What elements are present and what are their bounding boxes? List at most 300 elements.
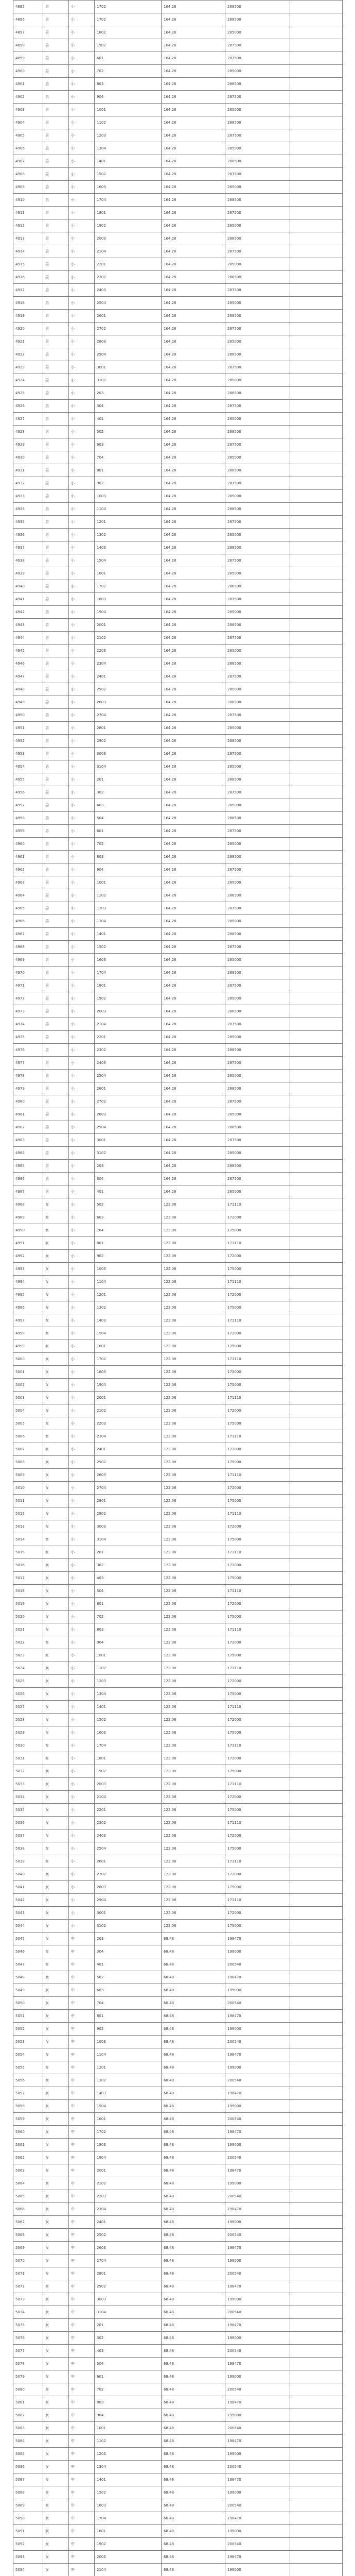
table-cell: 男 bbox=[43, 232, 69, 245]
table-row bbox=[13, 1559, 343, 1572]
table-cell bbox=[290, 271, 343, 284]
table-cell: 4994 bbox=[13, 1276, 43, 1289]
table-cell: 5032 bbox=[13, 1765, 43, 1778]
table-cell: 285000 bbox=[225, 799, 290, 812]
table-cell: 5080 bbox=[13, 2383, 43, 2396]
table-cell: 小 bbox=[69, 413, 95, 426]
table-row bbox=[13, 851, 343, 863]
table-cell: 172000 bbox=[225, 1714, 290, 1726]
table-cell: 68.48 bbox=[162, 2564, 225, 2576]
table-cell: 女 bbox=[43, 2164, 69, 2177]
table-cell bbox=[290, 580, 343, 593]
table-cell: 164.28 bbox=[162, 670, 225, 683]
table-cell: 女 bbox=[43, 1443, 69, 1456]
table-cell: 5038 bbox=[13, 1842, 43, 1855]
table-cell: 小 bbox=[69, 838, 95, 851]
table-cell: 285000 bbox=[225, 104, 290, 116]
table-cell: 1001 bbox=[95, 876, 162, 889]
table-cell: 4920 bbox=[13, 323, 43, 335]
table-cell: 男 bbox=[43, 335, 69, 348]
table-cell: 小 bbox=[69, 1057, 95, 1070]
table-cell: 702 bbox=[95, 2383, 162, 2396]
table-cell: 女 bbox=[43, 1353, 69, 1366]
table-cell: 小 bbox=[69, 1327, 95, 1340]
table-cell bbox=[290, 400, 343, 413]
table-cell: 164.28 bbox=[162, 529, 225, 541]
table-cell: 199000 bbox=[225, 2564, 290, 2576]
table-cell: 122.08 bbox=[162, 1404, 225, 1417]
table-cell: 288500 bbox=[225, 232, 290, 245]
table-cell: 小 bbox=[69, 709, 95, 722]
table-cell bbox=[290, 2048, 343, 2061]
table-cell: 男 bbox=[43, 26, 69, 39]
table-row bbox=[13, 825, 343, 838]
table-cell: 175000 bbox=[225, 1572, 290, 1585]
table-cell: 122.08 bbox=[162, 1430, 225, 1443]
table-cell bbox=[290, 1739, 343, 1752]
table-cell: 中 bbox=[69, 2551, 95, 2564]
table-cell: 男 bbox=[43, 593, 69, 606]
table-cell bbox=[290, 2190, 343, 2203]
table-cell bbox=[290, 284, 343, 297]
table-cell: 女 bbox=[43, 1301, 69, 1314]
table-cell: 122.08 bbox=[162, 1739, 225, 1752]
table-cell bbox=[290, 1070, 343, 1082]
table-cell: 小 bbox=[69, 1456, 95, 1469]
table-cell: 288500 bbox=[225, 116, 290, 129]
table-cell bbox=[290, 915, 343, 928]
table-cell: 5029 bbox=[13, 1726, 43, 1739]
table-cell: 122.08 bbox=[162, 1714, 225, 1726]
table-cell: 122.08 bbox=[162, 1263, 225, 1276]
table-cell: 5065 bbox=[13, 2190, 43, 2203]
table-cell: 小 bbox=[69, 39, 95, 52]
table-cell: 2003 bbox=[95, 1005, 162, 1018]
table-cell: 2801 bbox=[95, 2267, 162, 2280]
table-cell: 小 bbox=[69, 1585, 95, 1598]
table-cell: 男 bbox=[43, 374, 69, 387]
table-cell: 5016 bbox=[13, 1559, 43, 1572]
table-row bbox=[13, 297, 343, 310]
table-cell bbox=[290, 967, 343, 979]
table-row bbox=[13, 2538, 343, 2551]
table-cell: 287500 bbox=[225, 709, 290, 722]
table-cell: 女 bbox=[43, 2126, 69, 2139]
table-row bbox=[13, 361, 343, 374]
table-cell: 285000 bbox=[225, 413, 290, 426]
table-cell: 164.28 bbox=[162, 26, 225, 39]
table-cell: 288500 bbox=[225, 773, 290, 786]
table-cell: 女 bbox=[43, 2087, 69, 2100]
table-cell: 4941 bbox=[13, 593, 43, 606]
table-row bbox=[13, 271, 343, 284]
table-row bbox=[13, 2048, 343, 2061]
table-cell: 小 bbox=[69, 1392, 95, 1404]
table-cell: 5050 bbox=[13, 1997, 43, 2010]
table-cell: 男 bbox=[43, 580, 69, 593]
table-cell bbox=[290, 657, 343, 670]
table-cell: 1102 bbox=[95, 889, 162, 902]
table-cell: 171110 bbox=[225, 1701, 290, 1714]
table-cell: 小 bbox=[69, 863, 95, 876]
table-cell: 男 bbox=[43, 928, 69, 941]
table-cell: 女 bbox=[43, 1289, 69, 1301]
table-cell: 小 bbox=[69, 26, 95, 39]
table-cell: 5051 bbox=[13, 2010, 43, 2023]
table-cell: 198470 bbox=[225, 2280, 290, 2293]
table-cell: 175000 bbox=[225, 1417, 290, 1430]
table-cell: 4983 bbox=[13, 1134, 43, 1147]
table-row bbox=[13, 104, 343, 116]
table-cell bbox=[290, 1611, 343, 1623]
table-cell: 200540 bbox=[225, 2229, 290, 2242]
table-cell: 171110 bbox=[225, 1276, 290, 1289]
table-cell: 164.28 bbox=[162, 825, 225, 838]
table-cell: 68.48 bbox=[162, 2190, 225, 2203]
table-cell: 200540 bbox=[225, 2345, 290, 2358]
table-row bbox=[13, 1160, 343, 1173]
table-row bbox=[13, 1585, 343, 1598]
table-cell: 68.48 bbox=[162, 2061, 225, 2074]
table-cell: 4988 bbox=[13, 1198, 43, 1211]
table-cell: 2304 bbox=[95, 1430, 162, 1443]
table-cell: 175000 bbox=[225, 1340, 290, 1353]
table-row bbox=[13, 2164, 343, 2177]
table-cell: 4932 bbox=[13, 477, 43, 490]
table-cell bbox=[290, 1185, 343, 1198]
table-cell: 小 bbox=[69, 773, 95, 786]
table-cell: 2603 bbox=[95, 1469, 162, 1482]
table-cell: 5071 bbox=[13, 2267, 43, 2280]
table-cell: 164.28 bbox=[162, 1108, 225, 1121]
table-cell: 2601 bbox=[95, 310, 162, 323]
table-cell: 601 bbox=[95, 52, 162, 65]
table-cell bbox=[290, 2242, 343, 2255]
table-cell bbox=[290, 2319, 343, 2332]
table-cell bbox=[290, 477, 343, 490]
table-row bbox=[13, 1572, 343, 1585]
table-row bbox=[13, 116, 343, 129]
table-cell: 5063 bbox=[13, 2164, 43, 2177]
table-cell: 902 bbox=[95, 2023, 162, 2036]
table-cell: 女 bbox=[43, 2151, 69, 2164]
table-cell: 男 bbox=[43, 1044, 69, 1057]
table-cell: 小 bbox=[69, 1237, 95, 1250]
table-cell bbox=[290, 2229, 343, 2242]
table-cell: 男 bbox=[43, 207, 69, 219]
table-cell: 4974 bbox=[13, 1018, 43, 1031]
table-cell bbox=[290, 1392, 343, 1404]
table-cell: 172000 bbox=[225, 1752, 290, 1765]
table-cell: 902 bbox=[95, 1250, 162, 1263]
table-cell: 122.08 bbox=[162, 1881, 225, 1894]
table-cell: 中 bbox=[69, 2525, 95, 2538]
table-row bbox=[13, 310, 343, 323]
table-cell: 小 bbox=[69, 567, 95, 580]
table-cell: 5092 bbox=[13, 2538, 43, 2551]
table-cell: 68.48 bbox=[162, 2512, 225, 2525]
table-cell: 男 bbox=[43, 297, 69, 310]
table-cell: 5043 bbox=[13, 1907, 43, 1920]
table-cell: 302 bbox=[95, 786, 162, 799]
table-cell: 287500 bbox=[225, 941, 290, 954]
table-cell: 4962 bbox=[13, 863, 43, 876]
table-cell: 女 bbox=[43, 1997, 69, 2010]
table-cell: 1802 bbox=[95, 26, 162, 39]
table-cell: 171110 bbox=[225, 1623, 290, 1636]
table-cell: 601 bbox=[95, 2370, 162, 2383]
table-cell: 男 bbox=[43, 851, 69, 863]
table-cell: 1704 bbox=[95, 194, 162, 207]
table-cell: 902 bbox=[95, 477, 162, 490]
table-cell: 122.08 bbox=[162, 1778, 225, 1791]
table-cell: 702 bbox=[95, 1611, 162, 1623]
table-row bbox=[13, 632, 343, 645]
table-cell: 164.28 bbox=[162, 580, 225, 593]
table-cell bbox=[290, 593, 343, 606]
table-cell: 5012 bbox=[13, 1507, 43, 1520]
table-cell: 68.48 bbox=[162, 2203, 225, 2216]
table-cell: 122.08 bbox=[162, 1301, 225, 1314]
table-cell: 122.08 bbox=[162, 1572, 225, 1585]
table-cell: 171110 bbox=[225, 1237, 290, 1250]
table-cell: 3003 bbox=[95, 1520, 162, 1533]
table-row bbox=[13, 1224, 343, 1237]
table-cell: 200540 bbox=[225, 2036, 290, 2048]
table-row bbox=[13, 2358, 343, 2370]
table-cell bbox=[290, 1301, 343, 1314]
table-cell: 5066 bbox=[13, 2203, 43, 2216]
table-cell: 5055 bbox=[13, 2061, 43, 2074]
table-cell: 122.08 bbox=[162, 1688, 225, 1701]
table-row bbox=[13, 902, 343, 915]
table-cell: 68.48 bbox=[162, 2461, 225, 2473]
table-cell: 198470 bbox=[225, 2396, 290, 2409]
table-row bbox=[13, 2564, 343, 2576]
table-row bbox=[13, 1791, 343, 1804]
table-cell bbox=[290, 2435, 343, 2448]
table-cell: 小 bbox=[69, 825, 95, 838]
table-cell: 男 bbox=[43, 271, 69, 284]
table-cell: 164.28 bbox=[162, 219, 225, 232]
table-cell: 200540 bbox=[225, 2461, 290, 2473]
table-cell: 男 bbox=[43, 245, 69, 258]
table-cell: 1104 bbox=[95, 503, 162, 516]
table-cell: 女 bbox=[43, 1366, 69, 1379]
table-cell: 4952 bbox=[13, 735, 43, 748]
table-cell: 4948 bbox=[13, 683, 43, 696]
table-cell: 704 bbox=[95, 1224, 162, 1237]
table-cell: 164.28 bbox=[162, 168, 225, 181]
table-cell: 1801 bbox=[95, 1752, 162, 1765]
table-cell: 5056 bbox=[13, 2074, 43, 2087]
table-cell bbox=[290, 219, 343, 232]
table-cell: 女 bbox=[43, 2551, 69, 2564]
table-cell: 男 bbox=[43, 876, 69, 889]
table-cell bbox=[290, 1791, 343, 1804]
table-row bbox=[13, 2486, 343, 2499]
table-cell: 164.28 bbox=[162, 889, 225, 902]
table-row bbox=[13, 1804, 343, 1817]
table-row bbox=[13, 1726, 343, 1739]
table-cell: 小 bbox=[69, 1482, 95, 1495]
table-cell: 女 bbox=[43, 1546, 69, 1559]
table-cell: 1601 bbox=[95, 1340, 162, 1353]
table-row bbox=[13, 773, 343, 786]
table-cell: 女 bbox=[43, 1945, 69, 1958]
table-cell: 5027 bbox=[13, 1701, 43, 1714]
table-cell: 4895 bbox=[13, 1, 43, 13]
table-cell: 5088 bbox=[13, 2486, 43, 2499]
table-cell: 1904 bbox=[95, 1379, 162, 1392]
table-cell: 小 bbox=[69, 258, 95, 271]
table-cell: 288500 bbox=[225, 1121, 290, 1134]
table-cell: 68.48 bbox=[162, 2358, 225, 2370]
table-cell: 女 bbox=[43, 1868, 69, 1881]
table-cell: 2302 bbox=[95, 1044, 162, 1057]
table-cell: 198470 bbox=[225, 2319, 290, 2332]
table-cell: 4912 bbox=[13, 219, 43, 232]
table-row bbox=[13, 606, 343, 619]
table-cell: 男 bbox=[43, 838, 69, 851]
table-cell: 小 bbox=[69, 426, 95, 438]
table-cell: 702 bbox=[95, 838, 162, 851]
table-cell bbox=[290, 2551, 343, 2564]
table-cell: 1502 bbox=[95, 1714, 162, 1726]
table-cell: 中 bbox=[69, 1984, 95, 1997]
table-cell: 小 bbox=[69, 1430, 95, 1443]
table-cell: 2003 bbox=[95, 1778, 162, 1791]
table-row bbox=[13, 129, 343, 142]
table-cell: 2504 bbox=[95, 297, 162, 310]
table-cell: 4956 bbox=[13, 786, 43, 799]
table-row bbox=[13, 2023, 343, 2036]
table-cell: 男 bbox=[43, 967, 69, 979]
table-cell: 5059 bbox=[13, 2113, 43, 2126]
table-cell: 女 bbox=[43, 2177, 69, 2190]
table-cell: 164.28 bbox=[162, 1160, 225, 1173]
table-row bbox=[13, 2525, 343, 2538]
table-cell: 1403 bbox=[95, 2087, 162, 2100]
table-cell: 小 bbox=[69, 1920, 95, 1933]
table-cell bbox=[290, 760, 343, 773]
table-cell bbox=[290, 1417, 343, 1430]
table-cell: 小 bbox=[69, 1366, 95, 1379]
table-cell: 122.08 bbox=[162, 1340, 225, 1353]
table-cell: 4926 bbox=[13, 400, 43, 413]
table-cell: 287500 bbox=[225, 863, 290, 876]
table-cell bbox=[290, 2525, 343, 2538]
table-cell: 女 bbox=[43, 2422, 69, 2435]
table-cell: 803 bbox=[95, 851, 162, 863]
table-cell: 小 bbox=[69, 374, 95, 387]
table-cell: 1001 bbox=[95, 2422, 162, 2435]
table-cell: 5002 bbox=[13, 1379, 43, 1392]
table-cell: 4996 bbox=[13, 1301, 43, 1314]
table-row bbox=[13, 232, 343, 245]
table-cell: 1401 bbox=[95, 2473, 162, 2486]
table-cell: 200540 bbox=[225, 2074, 290, 2087]
table-cell: 小 bbox=[69, 1095, 95, 1108]
table-row bbox=[13, 1598, 343, 1611]
table-cell: 601 bbox=[95, 1598, 162, 1611]
table-cell bbox=[290, 1456, 343, 1469]
table-cell: 小 bbox=[69, 52, 95, 65]
table-cell: 小 bbox=[69, 1611, 95, 1623]
table-cell: 201 bbox=[95, 1546, 162, 1559]
table-cell: 199000 bbox=[225, 2139, 290, 2151]
table-cell: 男 bbox=[43, 1, 69, 13]
table-cell: 4991 bbox=[13, 1237, 43, 1250]
table-cell: 68.48 bbox=[162, 2164, 225, 2177]
table-cell: 1702 bbox=[95, 1353, 162, 1366]
table-cell: 68.48 bbox=[162, 2087, 225, 2100]
table-cell: 2001 bbox=[95, 619, 162, 632]
table-cell bbox=[290, 748, 343, 760]
table-cell: 199000 bbox=[225, 1945, 290, 1958]
table-cell: 4928 bbox=[13, 426, 43, 438]
table-cell: 164.28 bbox=[162, 323, 225, 335]
table-cell: 4942 bbox=[13, 606, 43, 619]
table-cell: 小 bbox=[69, 1070, 95, 1082]
table-cell: 5039 bbox=[13, 1855, 43, 1868]
table-cell: 5061 bbox=[13, 2139, 43, 2151]
table-cell: 200540 bbox=[225, 2151, 290, 2164]
table-cell: 1001 bbox=[95, 1649, 162, 1662]
table-cell: 164.28 bbox=[162, 1095, 225, 1108]
table-cell: 男 bbox=[43, 1121, 69, 1134]
table-cell: 小 bbox=[69, 1082, 95, 1095]
table-cell: 5010 bbox=[13, 1482, 43, 1495]
table-cell bbox=[290, 812, 343, 825]
table-cell bbox=[290, 1868, 343, 1881]
table-cell: 男 bbox=[43, 902, 69, 915]
table-cell: 女 bbox=[43, 1662, 69, 1675]
table-row bbox=[13, 1971, 343, 1984]
table-cell: 女 bbox=[43, 2486, 69, 2499]
table-cell: 122.08 bbox=[162, 1611, 225, 1623]
table-cell: 288500 bbox=[225, 1005, 290, 1018]
table-cell: 小 bbox=[69, 1507, 95, 1520]
table-cell bbox=[290, 104, 343, 116]
table-cell: 小 bbox=[69, 1314, 95, 1327]
table-cell: 女 bbox=[43, 2074, 69, 2087]
table-cell: 171110 bbox=[225, 1198, 290, 1211]
table-cell bbox=[290, 541, 343, 554]
table-cell: 1102 bbox=[95, 1662, 162, 1675]
table-cell bbox=[290, 1507, 343, 1520]
table-cell: 1401 bbox=[95, 155, 162, 168]
table-cell bbox=[290, 310, 343, 323]
table-cell: 171110 bbox=[225, 1662, 290, 1675]
table-cell bbox=[290, 426, 343, 438]
table-row bbox=[13, 1082, 343, 1095]
table-cell: 1304 bbox=[95, 2461, 162, 2473]
table-row bbox=[13, 1778, 343, 1791]
table-cell: 164.28 bbox=[162, 851, 225, 863]
table-cell: 女 bbox=[43, 2280, 69, 2293]
table-cell: 小 bbox=[69, 967, 95, 979]
table-cell bbox=[290, 129, 343, 142]
table-cell: 5011 bbox=[13, 1495, 43, 1507]
table-cell: 男 bbox=[43, 1160, 69, 1173]
table-cell: 5031 bbox=[13, 1752, 43, 1765]
table-cell: 小 bbox=[69, 1559, 95, 1572]
table-cell: 164.28 bbox=[162, 1147, 225, 1160]
table-cell bbox=[290, 735, 343, 748]
table-cell: 122.08 bbox=[162, 1636, 225, 1649]
table-row bbox=[13, 1353, 343, 1366]
